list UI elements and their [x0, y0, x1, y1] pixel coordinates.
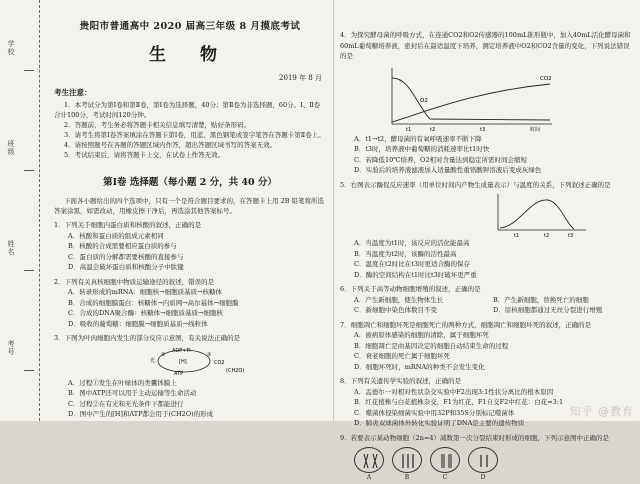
tick-label: t2: [544, 233, 550, 239]
question-option: D．酶的空间结构在t1时比t3时破坏更严重: [354, 270, 477, 279]
binding-tick: [24, 170, 34, 171]
section-intro: 下面各小题给出的四个选项中，只有一个是符合题目要求的，在答题卡上用 2B 铅笔将所选答案涂黑，如需改动，用橡皮擦干净后，再选涂其他答案标号。: [54, 197, 325, 215]
question-stem: 1．下列关于细胞内蛋白质和核酸的叙述，正确的是: [54, 221, 202, 229]
question-option: C．合成的DNA聚合酶：核糖体→细胞质基质→细胞核: [68, 309, 223, 317]
question-option: B．t3时，培养液中葡萄糖的消耗速率比t1时快: [354, 145, 490, 153]
question-option: C．噬菌体侵染细菌实验中用32P和35S分别标记噬菌体: [354, 408, 515, 417]
cell-option-c: [430, 447, 460, 484]
question-stem: 9．若要表示某动物细胞（2n=4）减数第一次分裂结束时形成的细胞，下列示意图中正确的是: [340, 433, 610, 442]
cell-option-a: [354, 447, 384, 484]
enzyme-curve-figure: [490, 192, 590, 238]
notice-item: 3．请考生将第Ⅰ卷答案填涂在答题卡第Ⅰ卷，用蓝、黑色钢笔或签字笔答在答题卡第Ⅱ卷上。: [64, 131, 325, 139]
fig-label: ATP: [174, 370, 184, 377]
notice-item: 2．答题前，考生务必将答题卡相关信息填写清楚，贴好条形码。: [64, 121, 251, 129]
cell-option-b: [392, 447, 422, 484]
fig-label: 光: [150, 357, 156, 364]
notice-item: 1．本考试分为第Ⅰ卷和第Ⅱ卷，第Ⅰ卷为选择题，40分；第Ⅱ卷为非选择题，60分。Ⅰ、Ⅱ卷合计100分，考试时间120分钟。: [54, 101, 321, 119]
tick-label: t3: [480, 126, 486, 133]
question-9: [340, 433, 632, 484]
question-1: [54, 220, 326, 273]
notice-list: [54, 100, 326, 160]
question-option: A．过程①发生在叶绿体的类囊体膜上: [68, 378, 177, 387]
option-grid: [340, 295, 632, 316]
question-stem: 6．下列关于高等动物细胞增殖的叙述，正确的是: [340, 285, 481, 293]
binding-label-school: 学校: [7, 40, 15, 56]
question-3: [54, 333, 326, 420]
question-option: C．温度在t2时比在t3时更适合酶的保存: [354, 260, 470, 268]
cell-label: A: [366, 474, 372, 481]
cell-options: [340, 447, 632, 484]
cell-figure: [392, 447, 422, 473]
question-option: C．若降低10℃培养，O2相对含量达到稳定所需时间会缩短: [354, 155, 527, 164]
question-option: B．产生新细胞，替换死亡的细胞: [493, 295, 589, 304]
notice-title: 考生注意：: [54, 88, 92, 97]
question-option: B．细胞凋亡是由基因决定的细胞自动结束生命的过程: [354, 341, 509, 350]
binding-tick: [24, 270, 34, 271]
cell-figure: [430, 447, 460, 473]
notice-item: 5．考试结束后，请将答题卡上交，在试卷上作答无效。: [64, 151, 225, 159]
question-option: C．衰老细胞的死亡属于细胞坏死: [354, 352, 450, 360]
question-stem: 5．右图表示酶促反应速率（用单位时间内产物生成量表示）与温度的关系，下列叙述正确的是: [340, 180, 611, 189]
question-7: [340, 320, 632, 373]
subject-title: 生 物: [149, 45, 231, 65]
question-option: B．红花植株与白花植株杂交，F1为红花，F1自交F2中红花：白花=3:1: [354, 398, 564, 406]
question-option: D．原核细胞都通过无丝分裂进行增殖: [493, 306, 603, 314]
question-option: B．图中ATP还可以用于主动运输等生命活动: [68, 389, 197, 397]
question-option: C．新细胞中染色体数目不变: [354, 306, 437, 314]
question-stem: 4．为探究酵母菌的呼吸方式，在连通CO2和O2传感器的100mL锥形瓶中，加入40mL活化酵母菌和60mL葡萄糖培养液，密封后在最适温度下培养，测定培养液中O2和CO2含量的变化，下列说法错误的是: [340, 31, 631, 60]
question-6: [340, 284, 632, 316]
question-4: [340, 30, 632, 176]
tick-label: t2: [430, 126, 436, 133]
question-option: C．蛋白质的分解都需要核酸的直接参与: [68, 252, 184, 261]
cell-label: C: [442, 474, 448, 481]
question-option: B．当温度为t2时，该酶的活性最高: [354, 249, 457, 258]
section-title: 第Ⅰ卷 选择题（每小题 2 分，共 40 分）: [103, 177, 277, 188]
cell-figure: [468, 447, 498, 473]
tick-label: t1: [514, 233, 520, 239]
cell-label: B: [404, 474, 410, 481]
gas-curve-figure: [380, 64, 560, 132]
cell-label: D: [480, 474, 486, 481]
question-option: A．核酸和蛋白质的组成元素相同: [68, 231, 164, 240]
fig-label: ②: [207, 351, 212, 358]
binding-margin: [0, 0, 40, 421]
question-stem: 3．下图为叶肉细胞内发生的部分反应示意图，有关说法正确的是: [54, 334, 241, 342]
page-fold: [333, 0, 334, 421]
question-option: A．当温度为t1时，该反应的活化能最高: [354, 239, 470, 247]
question-option: D．实验后的培养液滤液加入适量酸性重铬酸钾溶液后变成灰绿色: [354, 166, 542, 174]
question-5: [340, 180, 632, 281]
notice-item: 4．请按照题号在各题的答题区域内作答，超出答题区域书写的答案无效。: [64, 141, 277, 149]
fig-label: ADP+Pi: [172, 347, 191, 354]
watermark: 知乎 @教育: [569, 405, 634, 418]
fig-label: CO2: [214, 359, 225, 366]
exam-date: 2019 年 8 月: [279, 74, 322, 82]
cell-option-d: [468, 447, 498, 484]
question-option: D．吸收的葡萄糖：细胞膜→细胞质基质→线粒体: [68, 319, 208, 328]
fig-label: (CH2O): [226, 367, 245, 374]
question-2: [54, 277, 326, 330]
question-option: C．过程②在有光和无光条件下都能进行: [68, 399, 184, 408]
binding-tick: [24, 70, 34, 71]
question-option: A．孟德尔一对相对性状杂交实验中F2出现3:1性状分离比的根本原因: [354, 387, 554, 396]
question-option: D．细胞坏死时，mRNA的种类不会发生变化: [354, 362, 485, 371]
question-option: A．转录形成的mRNA：细胞核→细胞质基质→核糖体: [68, 288, 223, 296]
cell-figure: [354, 447, 384, 473]
fig-label: ①: [161, 351, 166, 358]
binding-label-number: 考号: [7, 340, 15, 356]
tick-label: t1: [406, 126, 412, 133]
series-label: CO2: [540, 75, 552, 82]
binding-tick: [24, 370, 34, 371]
question-option: A．产生新细胞，使生物体生长: [354, 295, 444, 304]
exam-title: 贵阳市普通高中 2020 届高三年级 8 月摸底考试: [79, 21, 301, 32]
binding-label-class: 班级: [7, 140, 15, 156]
tick-label: t3: [568, 233, 574, 239]
question-option: D．高温会破坏蛋白质和核酸分子中肽键: [68, 263, 184, 271]
question-stem: 2．下列有关真核细胞中物质运输途径的叙述，错误的是: [54, 277, 215, 286]
question-option: B．合成的细胞膜蛋白：核糖体→内质网→高尔基体→细胞膜: [68, 298, 239, 307]
question-option: B．核酸的合成需要相应蛋白质的参与: [68, 242, 177, 250]
axis-label: 时间: [530, 126, 541, 133]
question-option: A．t1→t2，酵母菌的有氧呼吸速率不断下降: [354, 134, 482, 143]
question-stem: 8．下列有关遗传学实验的叙述，正确的是: [340, 377, 462, 385]
series-label: O2: [420, 97, 428, 104]
binding-label-name: 姓名: [7, 240, 15, 256]
question-option: A．被病原体感染的细胞的清除，属于细胞坏死: [354, 331, 489, 339]
question-option: D．肺炎双球菌体外转化实验证明了DNA是主要的遗传物质: [354, 419, 525, 427]
question-option: D．图中产生的[H]和ATP都会用于(CH2O)的形成: [68, 410, 214, 418]
question-stem: 7．细胞凋亡和细胞坏死是细胞死亡的两种方式，细胞凋亡和细胞坏死的叙述，正确的是: [340, 320, 592, 329]
fig-label: [H]: [179, 358, 187, 365]
atp-cycle-diagram: [114, 346, 254, 376]
left-column: [54, 10, 326, 420]
